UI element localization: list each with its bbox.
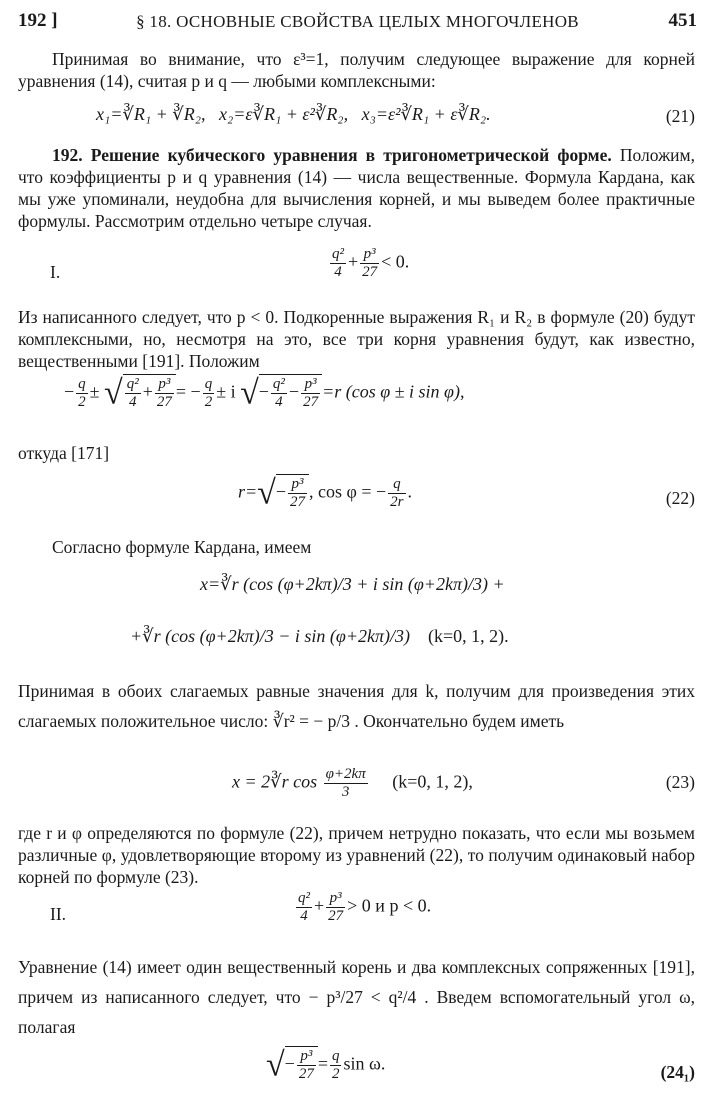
paragraph-case1: Из написанного следует, что p < 0. Подкоренные выражения R₁ и R₂ в формуле (20) будут комплексными, но, несмотря на это, все три корня уравнения будут, как известно, вещественными [191]. Положим (18, 307, 695, 371)
equation-23: x = 2∛r cos $\frac{\varphi+2k\pi}{3}$ (k=0, 1, 2), (232, 766, 473, 800)
running-header (18, 10, 697, 36)
equation-cardano-line2: +∛r (cos (φ+2kπ)/3 − i sin (φ+2kπ)/3) (k=0, 1, 2). (130, 626, 509, 646)
case-2-label: II. (50, 904, 67, 924)
equation-cardano-line1: x=∛r (cos (φ+2kπ)/3 + i sin (φ+2kπ)/3) + (200, 574, 505, 594)
equation-r-cos-phi: − $\frac{q}{2}$ ± √ $\frac{\text{q²}}{4}$ + $\frac{\text{p³}}{27}$ = − $\frac{q}{2}$ ± i √− $\frac{\text{q²}}{4}$ − $\frac{\text{p³}}{27}$ =r (cos φ ± i sin φ), (64, 374, 465, 412)
equation-24: √− $\frac{\text{p³}}{27}$ = $\frac{q}{2}$ sin ω. (266, 1046, 386, 1084)
case-1-label: I. (50, 262, 61, 282)
eq-number-22: (22) (665, 488, 695, 508)
eq21-x3: x₃=ε²∛R₁ + ε∛R₂. (361, 104, 491, 124)
page-number: 451 (668, 10, 697, 31)
case-2-condition: $\frac{\text{q²}}{4}$ + $\frac{\text{p³}}{27}$ > 0 и p < 0. (298, 890, 432, 924)
equation-21 (96, 104, 695, 125)
paragraph-case2: Уравнение (14) имеет один вещественный корень и два комплексных сопряженных [191], причем из написанного следует, что − p³/27 < q²/4 . Введем вспомогательный угол ω, полагая (18, 957, 695, 1037)
case-1-condition: $\frac{\text{q²}}{4}$ + $\frac{\text{p³}}{27}$ < 0. (332, 246, 410, 280)
eq21-x2: x₂=ε∛R₁ + ε²∛R₂, (219, 104, 349, 124)
paragraph-product: Принимая в обоих слагаемых равные значения для k, получим для произведения этих слагаемых положительное число: ∛r² = − p/3 . Окончательно будем иметь (18, 681, 695, 731)
eq21-x1: x₁=∛R₁ + ∛R₂, (96, 104, 206, 124)
equation-22: r=√− $\frac{\text{p³}}{27}$ , cos φ = − $\frac{q}{2r}$ . (238, 474, 413, 512)
section-192 (18, 144, 695, 232)
paragraph-whence: откуда [171] (18, 443, 110, 463)
paragraph-intro: Принимая во внимание, что ε³=1, получим следующее выражение для корней уравнения (14), считая p и q — любыми комплексными: (18, 49, 695, 91)
section-192-body: Положим, что коэффициенты p и q уравнения (14) — числа вещественные. Формула Кардана, как мы уже упоминали, неудобна для вычисления корней, и мы выведем более практичные формулы. Рассмотрим отдельно четыре случая. (18, 145, 695, 231)
paragraph-cardano: Согласно формуле Кардана, имеем (52, 537, 312, 557)
section-192-heading: 192. Решение кубического уравнения в тригонометрической форме. (52, 145, 612, 165)
eq-number-23: (23) (665, 772, 695, 792)
eq-number-24: (24₁) (660, 1062, 695, 1082)
chapter-title: § 18. ОСНОВНЫЕ СВОЙСТВА ЦЕЛЫХ МНОГОЧЛЕНОВ (136, 12, 579, 31)
paragraph-note: где r и φ определяются по формуле (22), причем нетрудно показать, что если мы возьмем различные φ, удовлетворяющие второму из уравнений (22), то получим одинаковый набор корней по формуле (23). (18, 823, 695, 887)
eq-number-21: (21) (665, 106, 695, 126)
section-ref: 192 ] (18, 10, 58, 31)
